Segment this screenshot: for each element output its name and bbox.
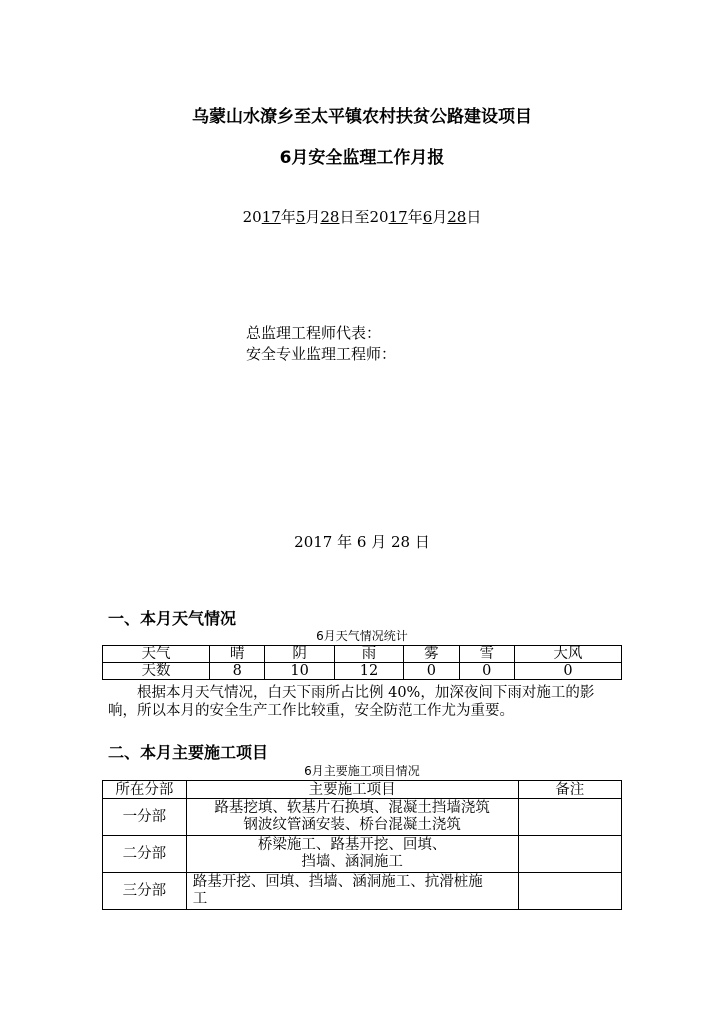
cell-line: 桥梁施工、路基开挖、回填、 [257,837,447,853]
project-title: 乌蒙山水潦乡至太平镇农村扶贫公路建设项目 [192,107,532,127]
table-cell [518,873,621,910]
period-day1-unit: 日至 [339,208,370,226]
cell-line: 路基开挖、回填、挡墙、涵洞施工、抗滑桩施 [192,874,483,890]
table-cell: 0 [459,663,514,680]
period-year1-unit: 年 [280,208,296,226]
table-cell: 8 [210,663,265,680]
period-year1: 17 [261,208,281,226]
table-cell: 晴 [210,646,265,663]
cell-line: 路基挖填、软基片石换填、混凝土挡墙浇筑 [214,800,490,816]
period-year2: 17 [388,208,408,226]
table-cell: 三分部 [103,873,187,910]
period-day2-unit: 日 [466,208,482,226]
section-works-heading: 二、本月主要施工项目 [108,743,269,762]
table-cell: 一分部 [103,799,187,836]
table-cell: 阴 [265,646,334,663]
table-cell [186,799,518,836]
table-cell: 大风 [514,646,621,663]
table-row [103,836,622,873]
safety-supervisor-label: 安全专业监理工程师： [246,345,397,363]
table-cell: 0 [404,663,459,680]
period-year2-unit: 年 [407,208,423,226]
table-cell [518,799,621,836]
table-cell: 12 [334,663,403,680]
period-month1: 5 [295,208,306,226]
report-period [0,206,724,227]
report-date: 2017 年 6 月 28 日 [294,533,430,551]
period-month2-unit: 月 [432,208,448,226]
section-weather-heading: 一、本月天气情况 [108,609,237,628]
table-cell: 天数 [103,663,210,680]
works-table [102,780,622,910]
period-month2: 6 [422,208,433,226]
period-day2: 28 [447,208,467,226]
report-title: 6月安全监理工作月报 [279,148,445,168]
table-cell [186,873,518,910]
works-header-row [103,781,622,799]
period-year2-prefix: 20 [369,208,389,226]
table-cell [186,836,518,873]
cell-line: 挡墙、涵洞施工 [301,854,403,870]
table-cell [518,836,621,873]
period-day1: 28 [320,208,340,226]
weather-table [102,645,622,680]
table-cell: 0 [514,663,621,680]
table-cell: 所在分部 [103,781,187,799]
table-cell: 天气 [103,646,210,663]
weather-days-row [103,663,622,680]
period-year1-prefix: 20 [242,208,262,226]
cell-line: 工 [192,891,208,907]
table-cell: 雾 [404,646,459,663]
table-cell: 备注 [518,781,621,799]
period-month1-unit: 月 [305,208,321,226]
weather-table-caption: 6月天气情况统计 [316,629,408,643]
table-row [103,799,622,836]
table-cell: 10 [265,663,334,680]
chief-supervisor-label: 总监理工程师代表： [246,324,382,342]
weather-header-row [103,646,622,663]
cell-line: 钢波纹管涵安装、桥台混凝土浇筑 [243,817,461,833]
table-cell: 雪 [459,646,514,663]
table-cell: 雨 [334,646,403,663]
table-cell: 二分部 [103,836,187,873]
table-row [103,873,622,910]
table-cell: 主要施工项目 [186,781,518,799]
weather-paragraph: 根据本月天气情况，白天下雨所占比例 40%，加深夜间下雨对施工的影响，所以本月的安全生产工作比较重，安全防范工作尤为重要。 [108,685,595,719]
works-table-caption: 6月主要施工项目情况 [304,764,420,778]
